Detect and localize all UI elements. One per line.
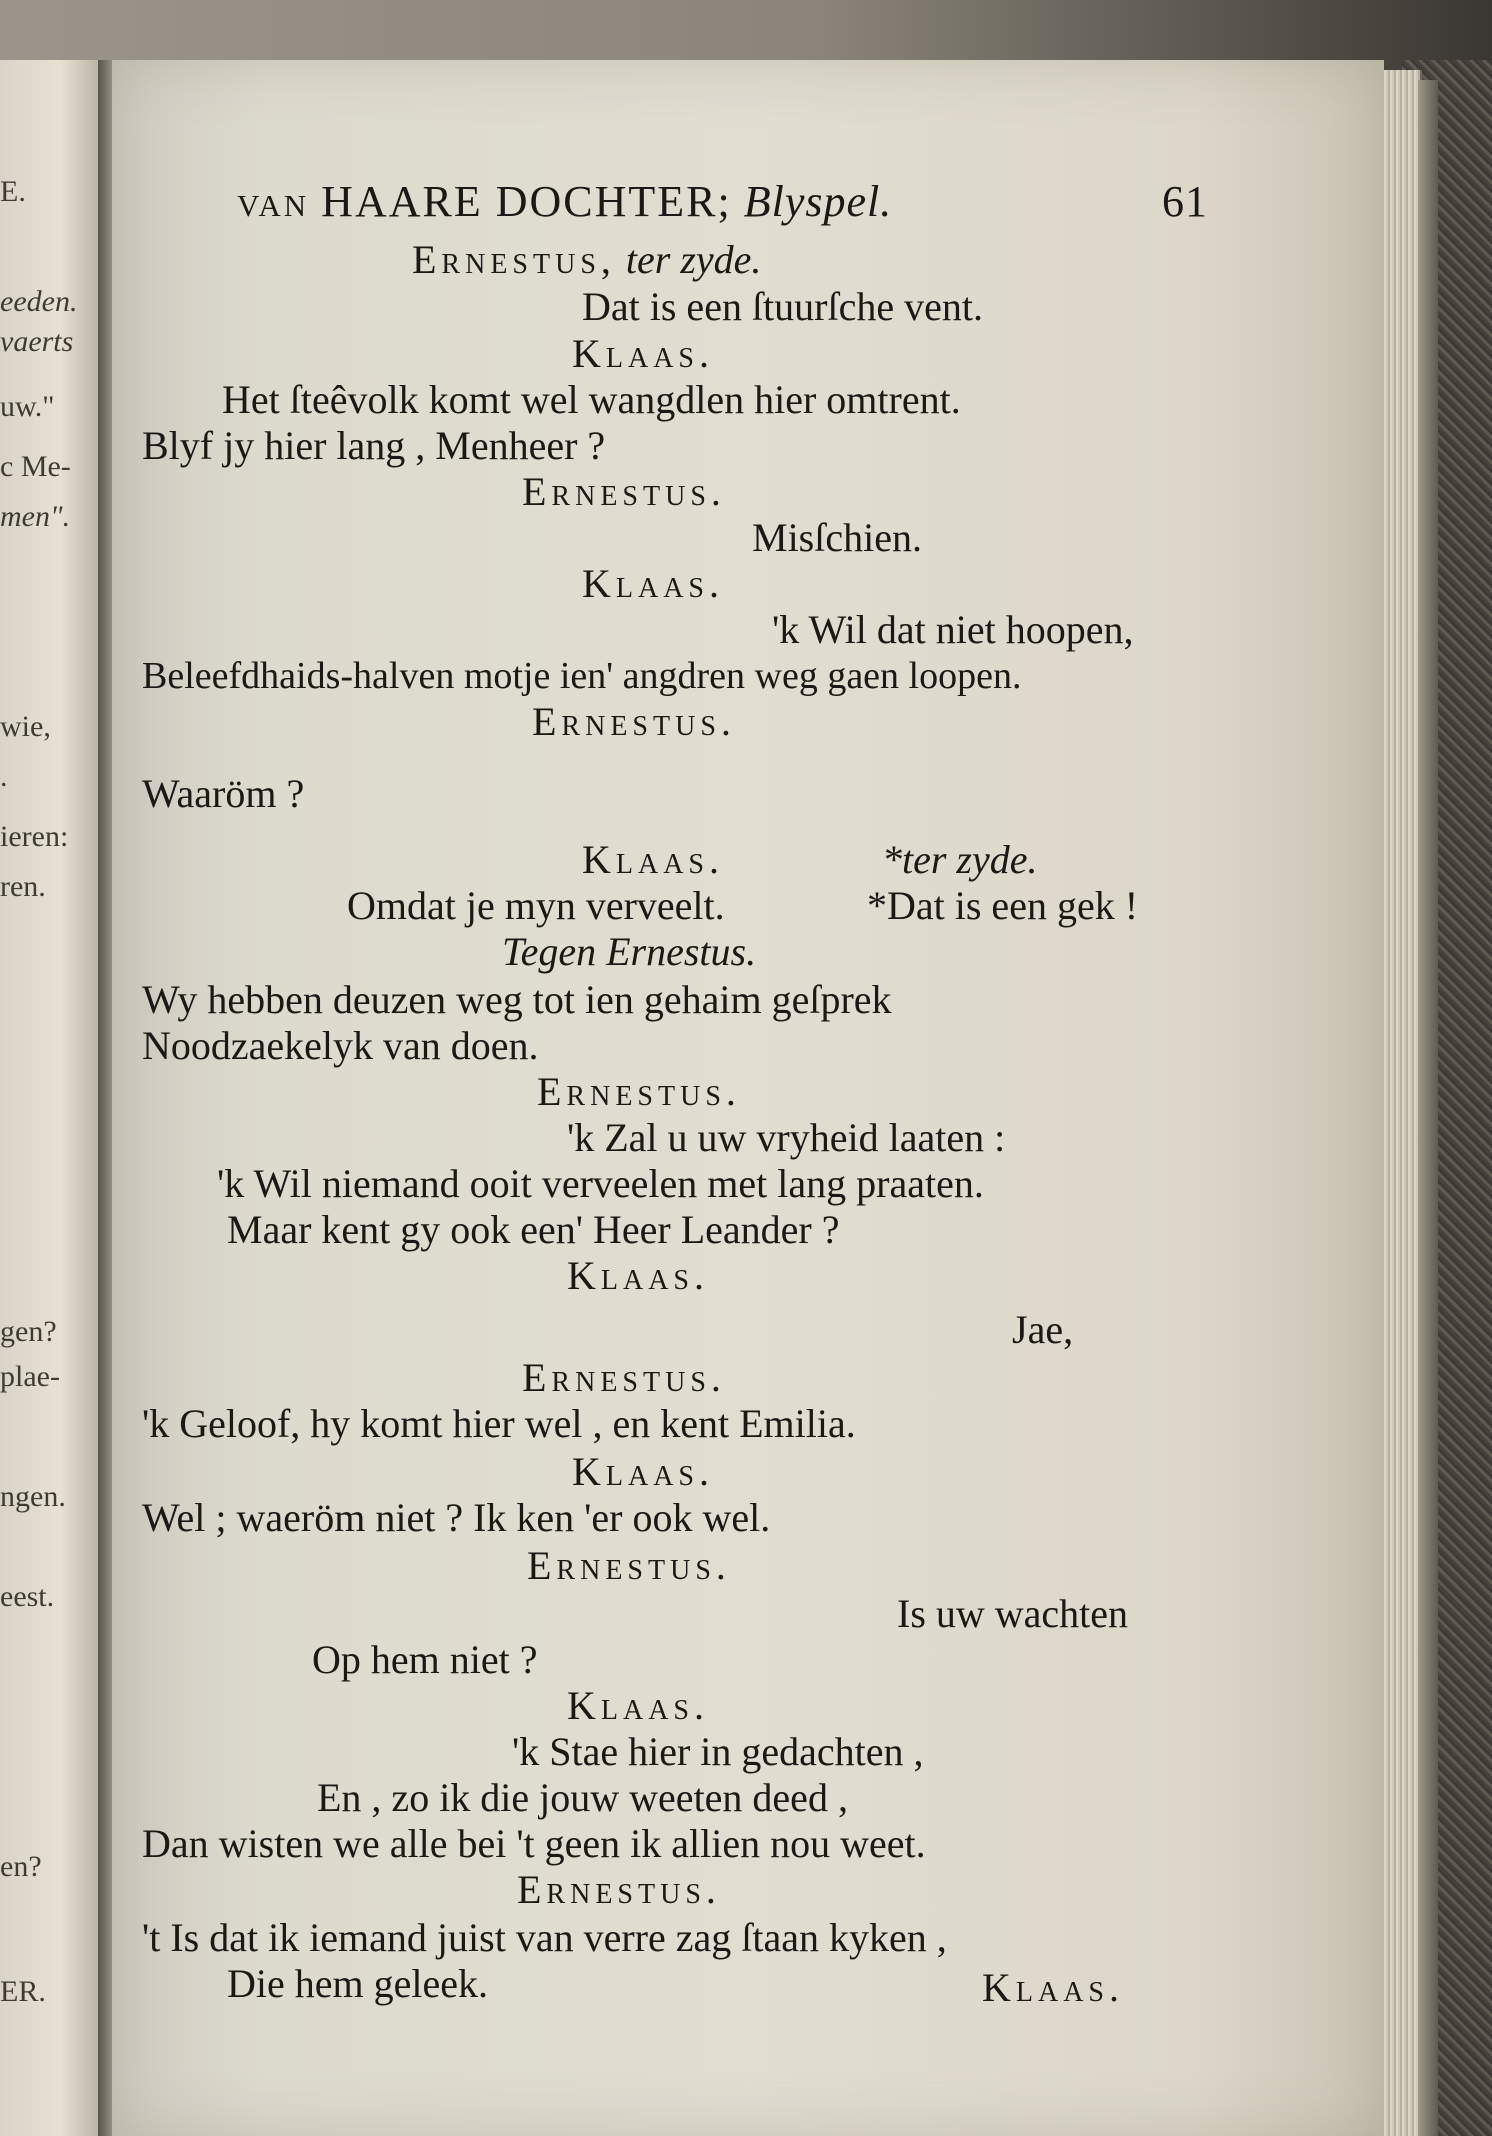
left-fragment: c Me- (0, 450, 71, 483)
verse-line: 'k Stae hier in gedachten , (512, 1729, 924, 1774)
left-fragment: en? (0, 1850, 42, 1883)
stage-direction: Tegen Ernestus. (502, 929, 757, 974)
speaker-heading: Ernestus. (527, 1543, 731, 1588)
speaker-heading: Ernestus. (522, 469, 726, 514)
verse-line: Misſchien. (752, 515, 922, 560)
speaker-heading: Klaas. (582, 837, 725, 882)
verse-line: Dat is een ſtuurſche vent. (582, 284, 983, 329)
verse-line: 'k Wil dat niet hoopen, (772, 607, 1134, 652)
verse-line: 't Is dat ik iemand juist van verre zag ſtaan kyken , (142, 1915, 947, 1960)
left-fragment: ngen. (0, 1480, 66, 1513)
book-cover-edge (1418, 80, 1438, 2136)
speaker-heading: Ernestus. (517, 1867, 721, 1912)
left-fragment: men". (0, 500, 71, 533)
running-head (237, 177, 893, 226)
verse-line: Het ſteêvolk komt wel wangdlen hier omtrent. (222, 377, 961, 422)
left-fragment: eest. (0, 1580, 55, 1613)
stage-direction: *ter zyde. (882, 837, 1038, 882)
verse-line: En , zo ik die jouw weeten deed , (317, 1775, 848, 1820)
book-page (112, 60, 1384, 2136)
left-fragment: ren. (0, 870, 46, 903)
page-edges (1380, 70, 1422, 2136)
verse-line: Omdat je myn verveelt. (347, 883, 725, 928)
speaker-heading: Klaas. (582, 561, 725, 606)
left-fragment: eeden. (0, 285, 78, 318)
speaker-heading: Klaas. (567, 1253, 710, 1298)
verse-line: Noodzaekelyk van doen. (142, 1023, 539, 1068)
verse-line: Maar kent gy ook een' Heer Leander ? (227, 1207, 840, 1252)
verse-line: Dan wisten we alle bei 't geen ik allien nou weet. (142, 1821, 926, 1866)
page-text (112, 60, 1384, 2136)
verse-line: Is uw wachten (897, 1591, 1129, 1636)
left-fragment: gen? (0, 1315, 57, 1348)
verse-line: Beleefdhaids-halven motje ien' angdren weg gaen loopen. (142, 655, 1022, 697)
speaker-heading: Ernestus. (522, 1355, 726, 1400)
speaker-heading: Ernestus, ter zyde. (412, 237, 762, 282)
speaker-heading: Klaas. (567, 1683, 710, 1728)
verse-line: Wy hebben deuzen weg tot ien gehaim geſprek (142, 977, 892, 1022)
left-fragment: ER. (0, 1975, 46, 2008)
verse-line: 'k Wil niemand ooit verveelen met lang praaten. (217, 1161, 984, 1206)
verse-line: Die hem geleek. (227, 1961, 488, 2006)
left-fragment: . (0, 760, 8, 793)
running-head-pre: van (237, 177, 310, 226)
left-fragment: plae- (0, 1360, 60, 1393)
left-fragment: E. (0, 175, 26, 208)
verse-line: Jae, (1012, 1307, 1074, 1352)
verse-line: 'k Zal u uw vryheid laaten : (567, 1115, 1006, 1160)
speaker-heading: Klaas. (572, 1449, 715, 1494)
verse-line: Waaröm ? (142, 771, 305, 816)
left-fragment: uw." (0, 390, 55, 423)
running-head-title: HAARE DOCHTER; (321, 177, 732, 226)
left-fragment: ieren: (0, 820, 69, 853)
speaker-heading: Ernestus. (532, 699, 736, 744)
catchword: Klaas. (982, 1965, 1125, 2010)
verse-line: Wel ; waeröm niet ? Ik ken 'er ook wel. (142, 1495, 771, 1540)
left-fragment: vaerts (0, 325, 74, 358)
verse-line: Blyf jy hier lang , Menheer ? (142, 423, 606, 468)
verse-line-aside: *Dat is een gek ! (867, 883, 1139, 928)
verse-line: Op hem niet ? (312, 1637, 538, 1682)
left-facing-page (0, 60, 102, 2136)
verse-line: 'k Geloof, hy komt hier wel , en kent Emilia. (142, 1401, 856, 1446)
speaker-heading: Ernestus. (537, 1069, 741, 1114)
left-fragment: wie, (0, 710, 51, 743)
speaker-heading: Klaas. (572, 331, 715, 376)
running-head-genre: Blyspel. (743, 177, 893, 226)
page-number: 61 (1162, 177, 1208, 226)
